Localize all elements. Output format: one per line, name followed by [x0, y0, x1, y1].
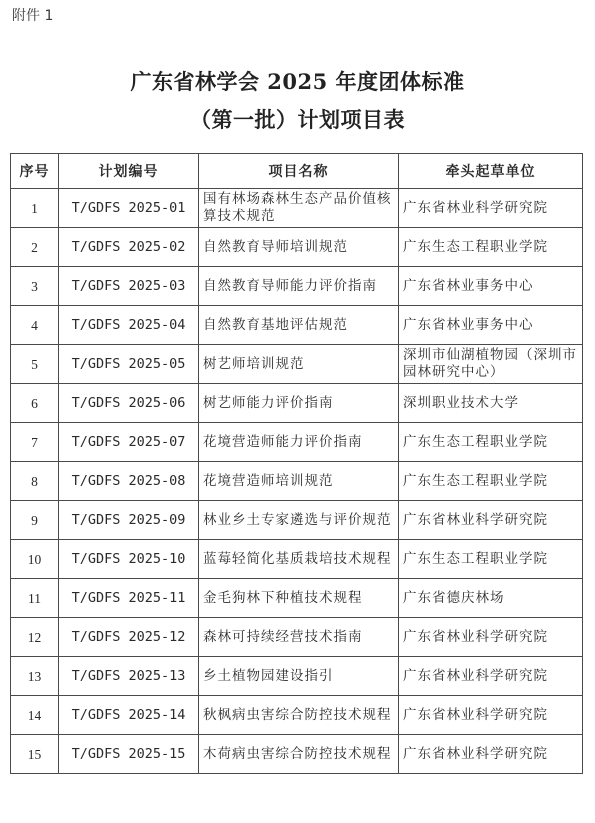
row-serial: 7 — [11, 423, 59, 462]
row-serial: 15 — [11, 735, 59, 774]
table-row — [11, 423, 583, 462]
row-lead-unit: 广东省林业事务中心 — [399, 306, 583, 345]
header-plan-code: 计划编号 — [59, 154, 199, 189]
plan-table — [10, 153, 583, 774]
row-plan-code: T/GDFS 2025-15 — [59, 735, 199, 774]
table-row — [11, 618, 583, 657]
row-plan-code: T/GDFS 2025-07 — [59, 423, 199, 462]
row-project-name: 树艺师培训规范 — [199, 345, 399, 384]
header-project-name: 项目名称 — [199, 154, 399, 189]
document-subtitle: （第一批）计划项目表 — [190, 107, 405, 132]
row-plan-code: T/GDFS 2025-11 — [59, 579, 199, 618]
table-row — [11, 579, 583, 618]
header-serial: 序号 — [11, 154, 59, 189]
row-lead-unit: 广东生态工程职业学院 — [399, 462, 583, 501]
row-lead-unit: 广东省林业科学研究院 — [399, 735, 583, 774]
row-project-name: 花境营造师培训规范 — [199, 462, 399, 501]
table-row — [11, 462, 583, 501]
row-serial: 3 — [11, 267, 59, 306]
table-row — [11, 696, 583, 735]
table-row — [11, 540, 583, 579]
row-project-name: 国有林场森林生态产品价值核算技术规范 — [199, 189, 399, 228]
row-project-name: 金毛狗林下种植技术规程 — [199, 579, 399, 618]
row-serial: 9 — [11, 501, 59, 540]
row-lead-unit: 广东省林业科学研究院 — [399, 618, 583, 657]
row-project-name: 木荷病虫害综合防控技术规程 — [199, 735, 399, 774]
table-row — [11, 345, 583, 384]
table-row — [11, 189, 583, 228]
row-plan-code: T/GDFS 2025-10 — [59, 540, 199, 579]
row-serial: 6 — [11, 384, 59, 423]
row-serial: 8 — [11, 462, 59, 501]
table-row — [11, 267, 583, 306]
row-serial: 2 — [11, 228, 59, 267]
row-plan-code: T/GDFS 2025-13 — [59, 657, 199, 696]
row-serial: 5 — [11, 345, 59, 384]
row-serial: 11 — [11, 579, 59, 618]
row-lead-unit: 广东省林业科学研究院 — [399, 657, 583, 696]
row-lead-unit: 广东省德庆林场 — [399, 579, 583, 618]
table-row — [11, 384, 583, 423]
row-plan-code: T/GDFS 2025-08 — [59, 462, 199, 501]
row-serial: 14 — [11, 696, 59, 735]
row-project-name: 林业乡土专家遴选与评价规范 — [199, 501, 399, 540]
row-serial: 13 — [11, 657, 59, 696]
row-lead-unit: 广东生态工程职业学院 — [399, 540, 583, 579]
row-lead-unit: 广东生态工程职业学院 — [399, 423, 583, 462]
row-plan-code: T/GDFS 2025-14 — [59, 696, 199, 735]
row-plan-code: T/GDFS 2025-04 — [59, 306, 199, 345]
row-plan-code: T/GDFS 2025-12 — [59, 618, 199, 657]
row-project-name: 自然教育导师能力评价指南 — [199, 267, 399, 306]
attachment-label: 附件 1 — [12, 8, 54, 24]
row-project-name: 树艺师能力评价指南 — [199, 384, 399, 423]
row-plan-code: T/GDFS 2025-06 — [59, 384, 199, 423]
row-lead-unit: 广东省林业事务中心 — [399, 267, 583, 306]
row-plan-code: T/GDFS 2025-05 — [59, 345, 199, 384]
row-project-name: 花境营造师能力评价指南 — [199, 423, 399, 462]
row-serial: 4 — [11, 306, 59, 345]
row-plan-code: T/GDFS 2025-03 — [59, 267, 199, 306]
row-plan-code: T/GDFS 2025-01 — [59, 189, 199, 228]
table-row — [11, 657, 583, 696]
row-lead-unit: 广东省林业科学研究院 — [399, 501, 583, 540]
row-project-name: 自然教育导师培训规范 — [199, 228, 399, 267]
row-serial: 10 — [11, 540, 59, 579]
row-lead-unit: 广东省林业科学研究院 — [399, 696, 583, 735]
document-title: 广东省林学会 2025 年度团体标准 — [130, 69, 465, 94]
table-row — [11, 735, 583, 774]
row-plan-code: T/GDFS 2025-02 — [59, 228, 199, 267]
row-project-name: 蓝莓轻简化基质栽培技术规程 — [199, 540, 399, 579]
header-lead-unit: 牵头起草单位 — [399, 154, 583, 189]
row-lead-unit: 深圳市仙湖植物园（深圳市园林研究中心） — [399, 345, 583, 384]
row-serial: 12 — [11, 618, 59, 657]
table-row — [11, 501, 583, 540]
table-header-row — [11, 154, 583, 189]
row-lead-unit: 深圳职业技术大学 — [399, 384, 583, 423]
row-project-name: 秋枫病虫害综合防控技术规程 — [199, 696, 399, 735]
row-project-name: 森林可持续经营技术指南 — [199, 618, 399, 657]
row-project-name: 乡土植物园建设指引 — [199, 657, 399, 696]
row-lead-unit: 广东生态工程职业学院 — [399, 228, 583, 267]
row-serial: 1 — [11, 189, 59, 228]
row-lead-unit: 广东省林业科学研究院 — [399, 189, 583, 228]
row-project-name: 自然教育基地评估规范 — [199, 306, 399, 345]
table-row — [11, 306, 583, 345]
table-row — [11, 228, 583, 267]
row-plan-code: T/GDFS 2025-09 — [59, 501, 199, 540]
